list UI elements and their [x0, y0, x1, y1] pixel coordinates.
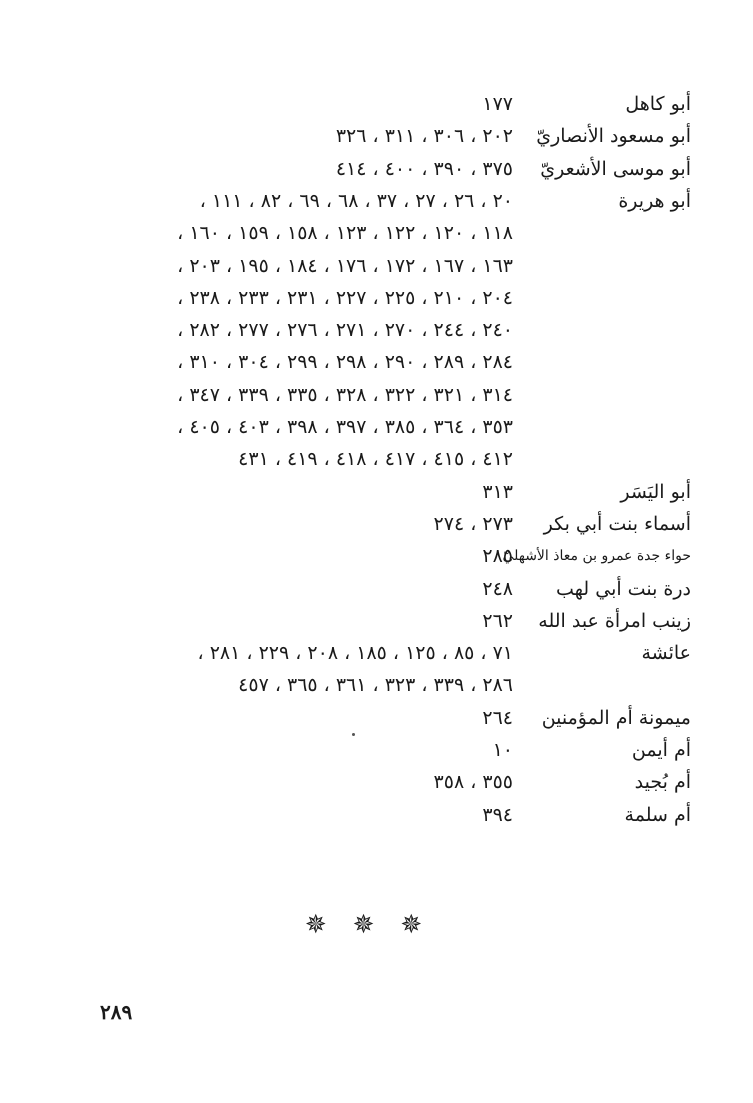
entry-page-references: ٣٩٤ [482, 803, 513, 826]
entry-name: أبو موسى الأشعريّ [540, 157, 691, 180]
entry-page-references: ٢٨٥ [482, 545, 513, 568]
index-entry-row [0, 766, 753, 798]
entry-page-references: ١١٨ ، ١٢٠ ، ١٢٢ ، ١٢٣ ، ١٥٨ ، ١٥٩ ، ١٦٠ ، [177, 222, 513, 245]
entry-name: زينب امرأة عبد الله [538, 609, 691, 632]
index-entry-row [0, 314, 753, 346]
entry-name [511, 250, 691, 282]
entry-page-references: ٢٠٢ ، ٣٠٦ ، ٣١١ ، ٣٢٦ [335, 125, 513, 148]
entry-page-references: ٢٤٨ [482, 577, 513, 600]
page-number: ٢٨٩ [100, 1000, 133, 1024]
entry-name [511, 443, 691, 475]
ornament-stars: ✵✵✵ [304, 910, 449, 940]
index-entry-row [0, 379, 753, 411]
entry-page-references: ٢٠ ، ٢٦ ، ٢٧ ، ٣٧ ، ٦٨ ، ٦٩ ، ٨٢ ، ١١١ ، [199, 189, 513, 212]
entry-page-references: ٢٧٣ ، ٢٧٤ [433, 512, 513, 535]
entry-name [511, 346, 691, 378]
index-entry-row [0, 88, 753, 120]
entry-page-references: ١٧٧ [482, 93, 513, 115]
entry-page-references: ٣١٤ ، ٣٢١ ، ٣٢٢ ، ٣٢٨ ، ٣٣٥ ، ٣٣٩ ، ٣٤٧ ، [177, 383, 513, 406]
index-entry-row [0, 443, 753, 475]
entry-page-references: ٢٠٤ ، ٢١٠ ، ٢٢٥ ، ٢٢٧ ، ٢٣١ ، ٢٣٣ ، ٢٣٨ ، [177, 286, 513, 309]
entry-name: أبو كاهل [625, 93, 691, 115]
entry-page-references: ٤١٢ ، ٤١٥ ، ٤١٧ ، ٤١٨ ، ٤١٩ ، ٤٣١ [238, 448, 513, 471]
entry-page-references: ٢٤٠ ، ٢٤٤ ، ٢٧٠ ، ٢٧١ ، ٢٧٦ ، ٢٧٧ ، ٢٨٢ ، [177, 319, 513, 342]
entry-page-references: ١٠ [492, 739, 513, 761]
index-entry-row [0, 799, 753, 831]
entry-page-references: ٣٧٥ ، ٣٩٠ ، ٤٠٠ ، ٤١٤ [335, 157, 513, 180]
entry-page-references: ١٦٣ ، ١٦٧ ، ١٧٢ ، ١٧٦ ، ١٨٤ ، ١٩٥ ، ٢٠٣ ، [177, 254, 513, 277]
index-entry-row [0, 508, 753, 540]
entry-name: أم أيمن [631, 739, 691, 761]
entry-page-references: ٢٦٢ [482, 609, 513, 632]
index-entry-row [0, 540, 753, 572]
entry-name: أبو مسعود الأنصاريّ [536, 125, 691, 148]
entry-name: أم سلمة [624, 803, 691, 826]
entry-name [511, 314, 691, 346]
index-entry-row [0, 217, 753, 249]
entry-name: حواء جدة عمرو بن معاذ الأشهليّ [502, 548, 691, 565]
index-entry-row [0, 346, 753, 378]
index-entry-row [0, 153, 753, 185]
entry-name: أبو اليَسَر [620, 480, 691, 503]
index-entry-row [0, 250, 753, 282]
index-entry-row [0, 734, 753, 766]
index-entry-row [0, 637, 753, 669]
entry-page-references: ٣٥٥ ، ٣٥٨ [433, 771, 513, 794]
entry-name: ميمونة أم المؤمنين [541, 706, 691, 729]
entry-name [511, 411, 691, 443]
entry-name: درة بنت أبي لهب [556, 577, 691, 600]
entry-name [511, 217, 691, 249]
entry-page-references: ٢٨٦ ، ٣٣٩ ، ٣٢٣ ، ٣٦١ ، ٣٦٥ ، ٤٥٧ [238, 674, 513, 697]
entry-name [511, 379, 691, 411]
entry-page-references: ٢٦٤ [482, 706, 513, 729]
stray-dot [352, 733, 355, 736]
entry-page-references: ٣١٣ [482, 480, 513, 503]
entry-name: أم بُجيد [634, 771, 691, 794]
index-entry-row [0, 120, 753, 152]
entry-page-references: ٣٥٣ ، ٣٦٤ ، ٣٨٥ ، ٣٩٧ ، ٣٩٨ ، ٤٠٣ ، ٤٠٥ ، [177, 416, 513, 438]
entry-name [511, 282, 691, 314]
index-entry-row [0, 185, 753, 217]
index-entry-row [0, 282, 753, 314]
entry-page-references: ٢٨٤ ، ٢٨٩ ، ٢٩٠ ، ٢٩٨ ، ٢٩٩ ، ٣٠٤ ، ٣١٠ ، [177, 351, 513, 374]
index-entry-row [0, 476, 753, 508]
entry-name: أبو هريرة [618, 189, 691, 212]
index-entry-row [0, 411, 753, 443]
index-entry-row [0, 669, 753, 701]
entry-name: أسماء بنت أبي بكر [543, 512, 691, 535]
index-entry-row [0, 605, 753, 637]
entry-page-references: ٧١ ، ٨٥ ، ١٢٥ ، ١٨٥ ، ٢٠٨ ، ٢٢٩ ، ٢٨١ ، [197, 642, 513, 665]
index-entry-row [0, 702, 753, 734]
entry-name: عائشة [641, 642, 691, 665]
entry-name [511, 669, 691, 701]
index-entry-row [0, 573, 753, 605]
